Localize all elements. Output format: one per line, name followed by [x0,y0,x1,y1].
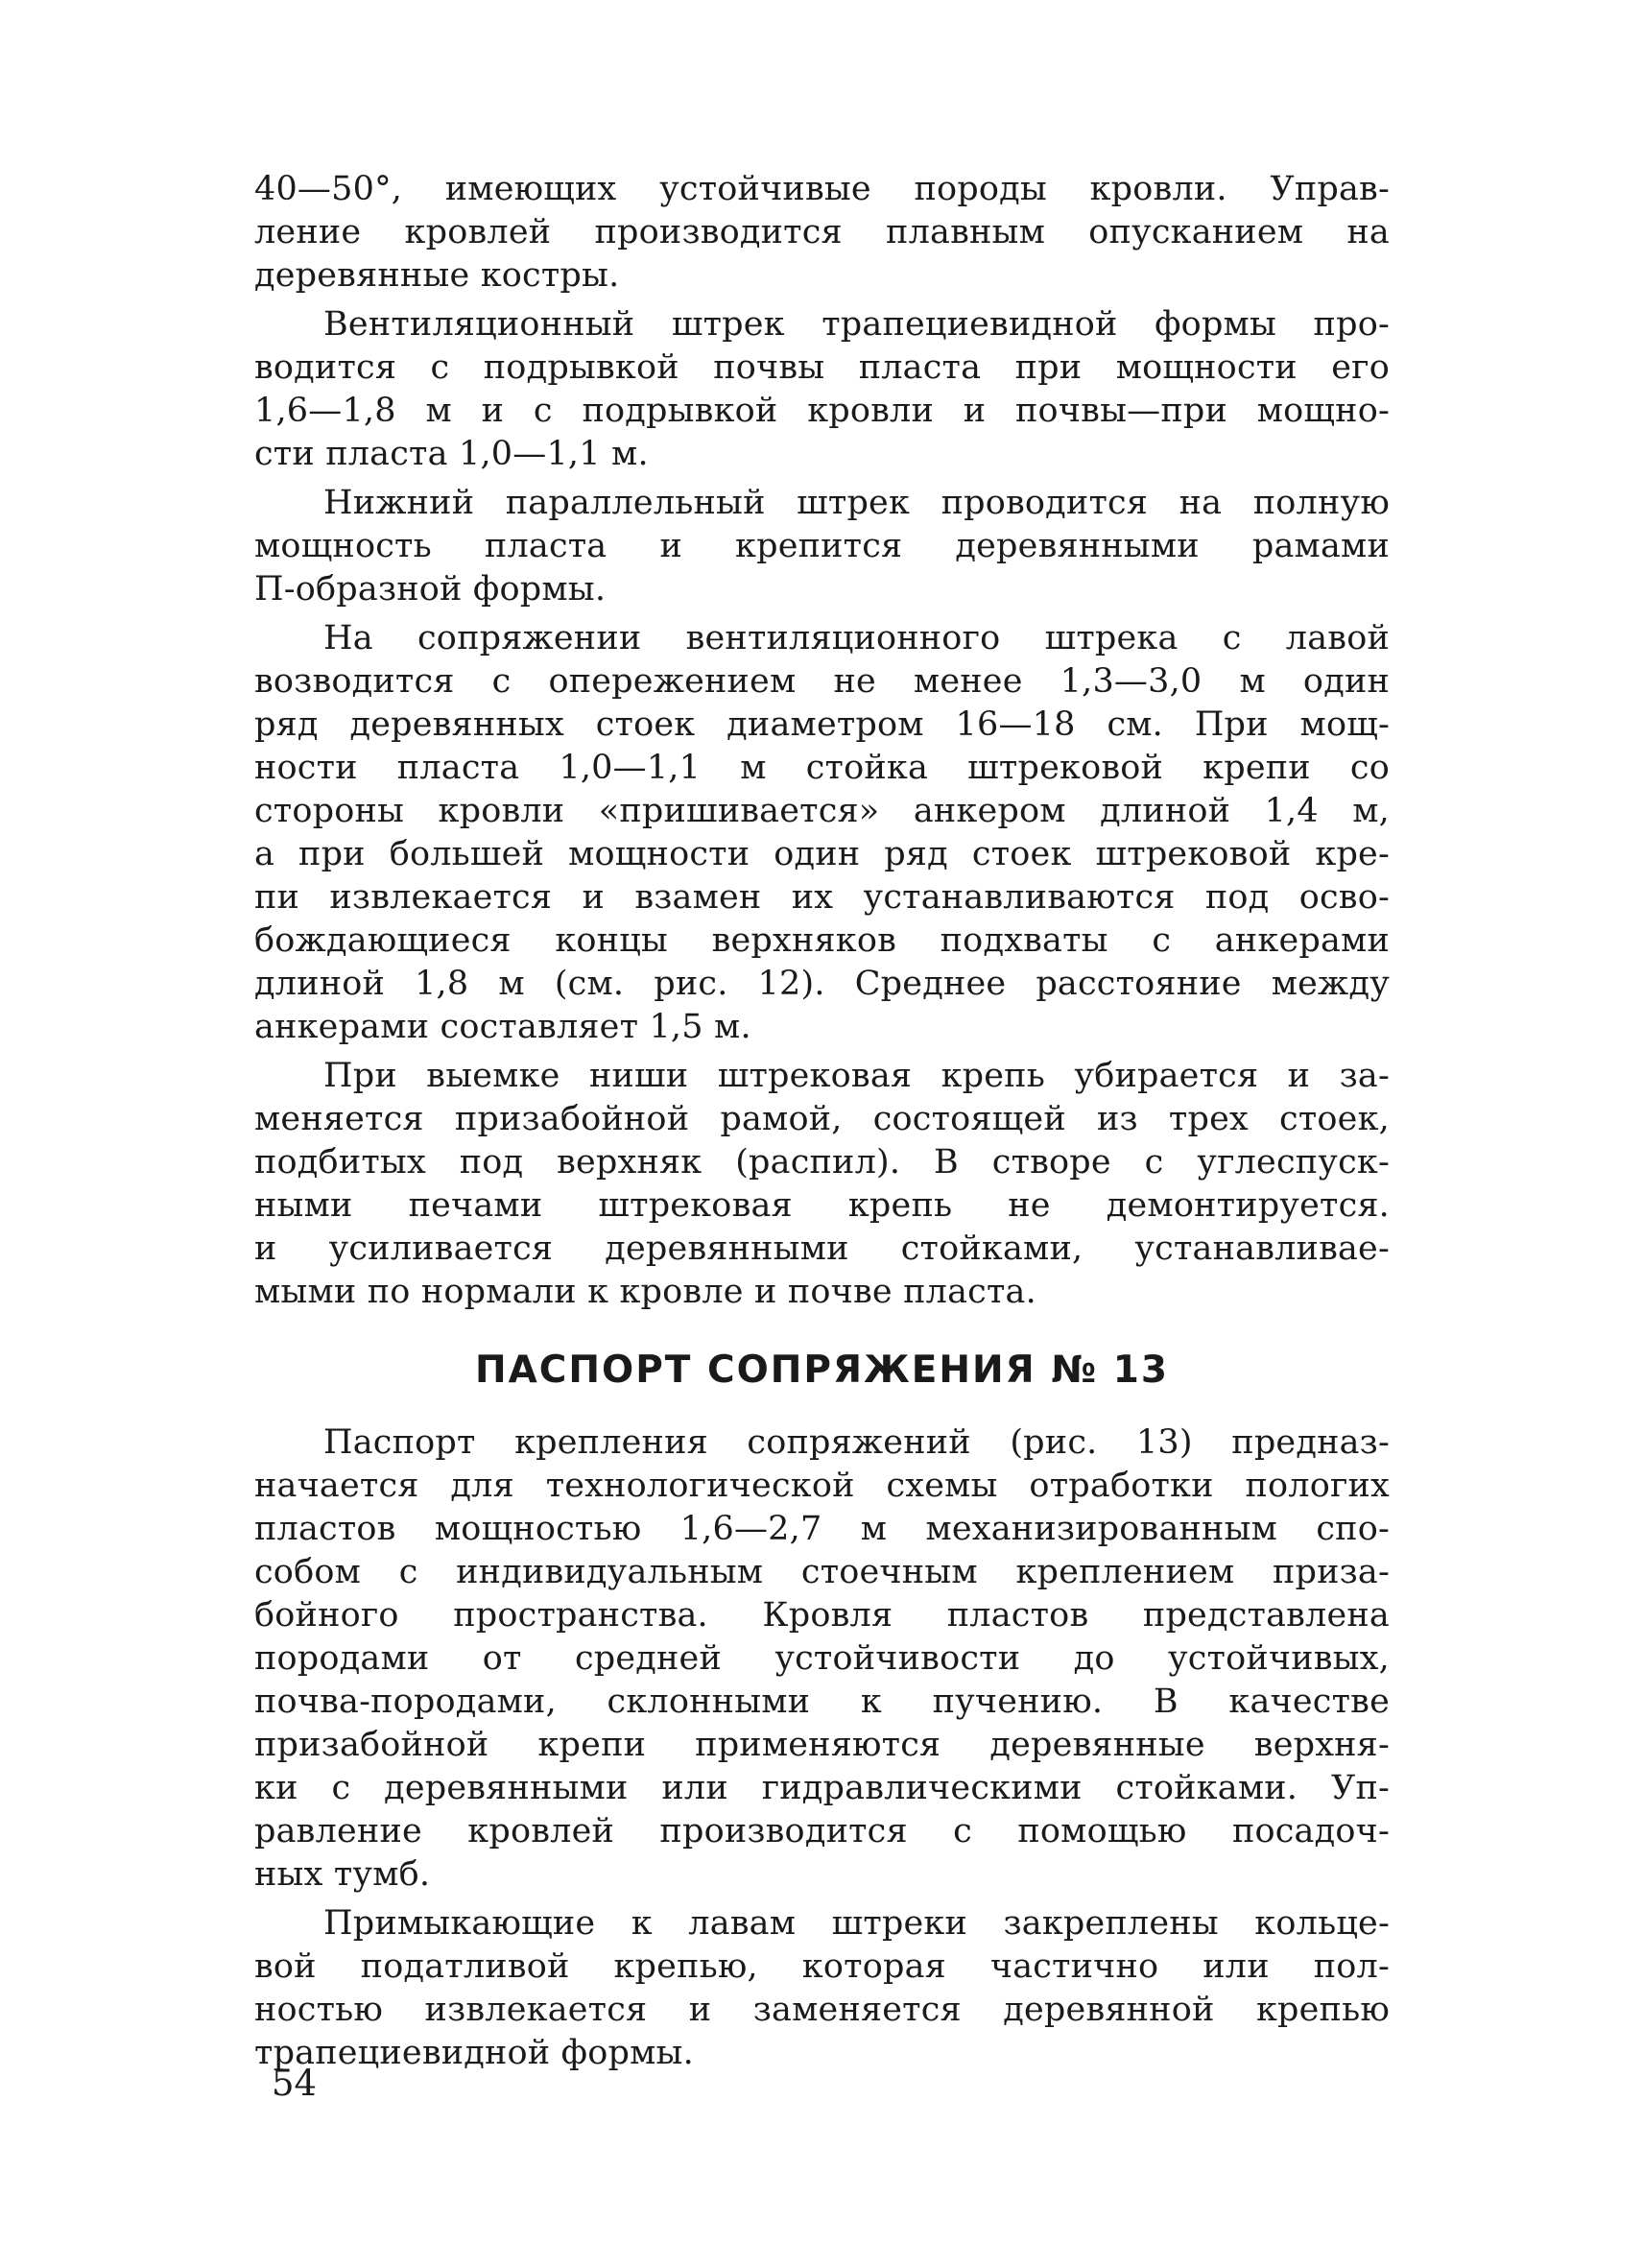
text-line: деревянные костры. [254,256,620,295]
text-line: мощность пласта и крепится деревянными рамами [254,527,1390,565]
text-line: вой податливой крепью, которая частично или пол- [254,1947,1390,1986]
book-page [254,168,1390,2075]
text-line: ными печами штрековая крепь не демонтируется. [254,1186,1390,1225]
text-line: сти пласта 1,0—1,1 м. [254,435,649,473]
text-line: стороны кровли «пришивается» анкером длиной 1,4 м, [254,792,1390,830]
text-line: Паспорт крепления сопряжений (рис. 13) предназ- [323,1423,1390,1462]
paragraph [254,1421,1390,1897]
text-line: возводится с опережением не менее 1,3—3,0 м один [254,662,1390,701]
text-line: ности пласта 1,0—1,1 м стойка штрековой крепи со [254,749,1390,787]
text-after-heading [254,1421,1390,2075]
paragraph [254,482,1390,611]
text-line: ление кровлей производится плавным опусканием на [254,213,1390,251]
text-line: длиной 1,8 м (см. рис. 12). Среднее расстояние между [254,965,1390,1003]
text-line: начается для технологической схемы отработки пологих [254,1467,1390,1505]
paragraph [254,303,1390,476]
text-line: ки с деревянными или гидравлическими стойками. Уп- [254,1769,1390,1807]
text-line: а при большей мощности один ряд стоек штрековой кре- [254,835,1390,873]
paragraph [254,168,1390,298]
text-line: бойного пространства. Кровля пластов представлена [254,1596,1390,1635]
text-line: ностью извлекается и заменяется деревянной крепью [254,1991,1390,2029]
text-line: ных тумб. [254,1855,431,1894]
text-line: На сопряжении вентиляционного штрека с лавой [323,619,1390,657]
page-number: 54 [272,2063,318,2104]
text-line: П-образной формы. [254,570,607,609]
text-line: анкерами составляет 1,5 м. [254,1008,751,1046]
text-line: почва-породами, склонными к пучению. В качестве [254,1683,1390,1721]
text-line: Нижний параллельный штрек проводится на полную [323,484,1390,522]
section-heading: ПАСПОРТ СОПРЯЖЕНИЯ № 13 [474,1349,1170,1392]
paragraph [254,1055,1390,1314]
paragraph [254,1902,1390,2075]
text-line: породами от средней устойчивости до устойчивых, [254,1639,1390,1678]
text-line: меняется призабойной рамой, состоящей из трех стоек, [254,1100,1390,1138]
text-line: собом с индивидуальным стоечным креплением приза- [254,1553,1390,1591]
text-line: пластов мощностью 1,6—2,7 м механизированным спо- [254,1510,1390,1548]
text-before-heading [254,168,1390,1314]
text-line: и усиливается деревянными стойками, устанавливае- [254,1229,1390,1268]
text-line: Примыкающие к лавам штреки закреплены кольце- [323,1904,1390,1943]
text-line: ряд деревянных стоек диаметром 16—18 см. При мощ- [254,705,1390,744]
text-line: равление кровлей производится с помощью посадоч- [254,1812,1390,1850]
text-line: 1,6—1,8 м и с подрывкой кровли и почвы—при мощно- [254,392,1390,430]
text-line: подбитых под верхняк (распил). В створе с углеспуск- [254,1143,1390,1182]
text-line: бождающиеся концы верхняков подхваты с анкерами [254,921,1390,960]
text-line: 40—50°, имеющих устойчивые породы кровли. Управ- [254,170,1390,208]
text-line: мыми по нормали к кровле и почве пласта. [254,1273,1036,1311]
paragraph [254,617,1390,1049]
text-line: пи извлекается и взамен их устанавливаются под осво- [254,878,1390,917]
text-line: призабойной крепи применяются деревянные верхня- [254,1726,1390,1764]
text-line: При выемке ниши штрековая крепь убирается и за- [323,1057,1390,1095]
text-line: водится с подрывкой почвы пласта при мощности его [254,348,1390,387]
text-line: Вентиляционный штрек трапециевидной формы про- [323,305,1390,344]
text-line: трапециевидной формы. [254,2034,694,2072]
